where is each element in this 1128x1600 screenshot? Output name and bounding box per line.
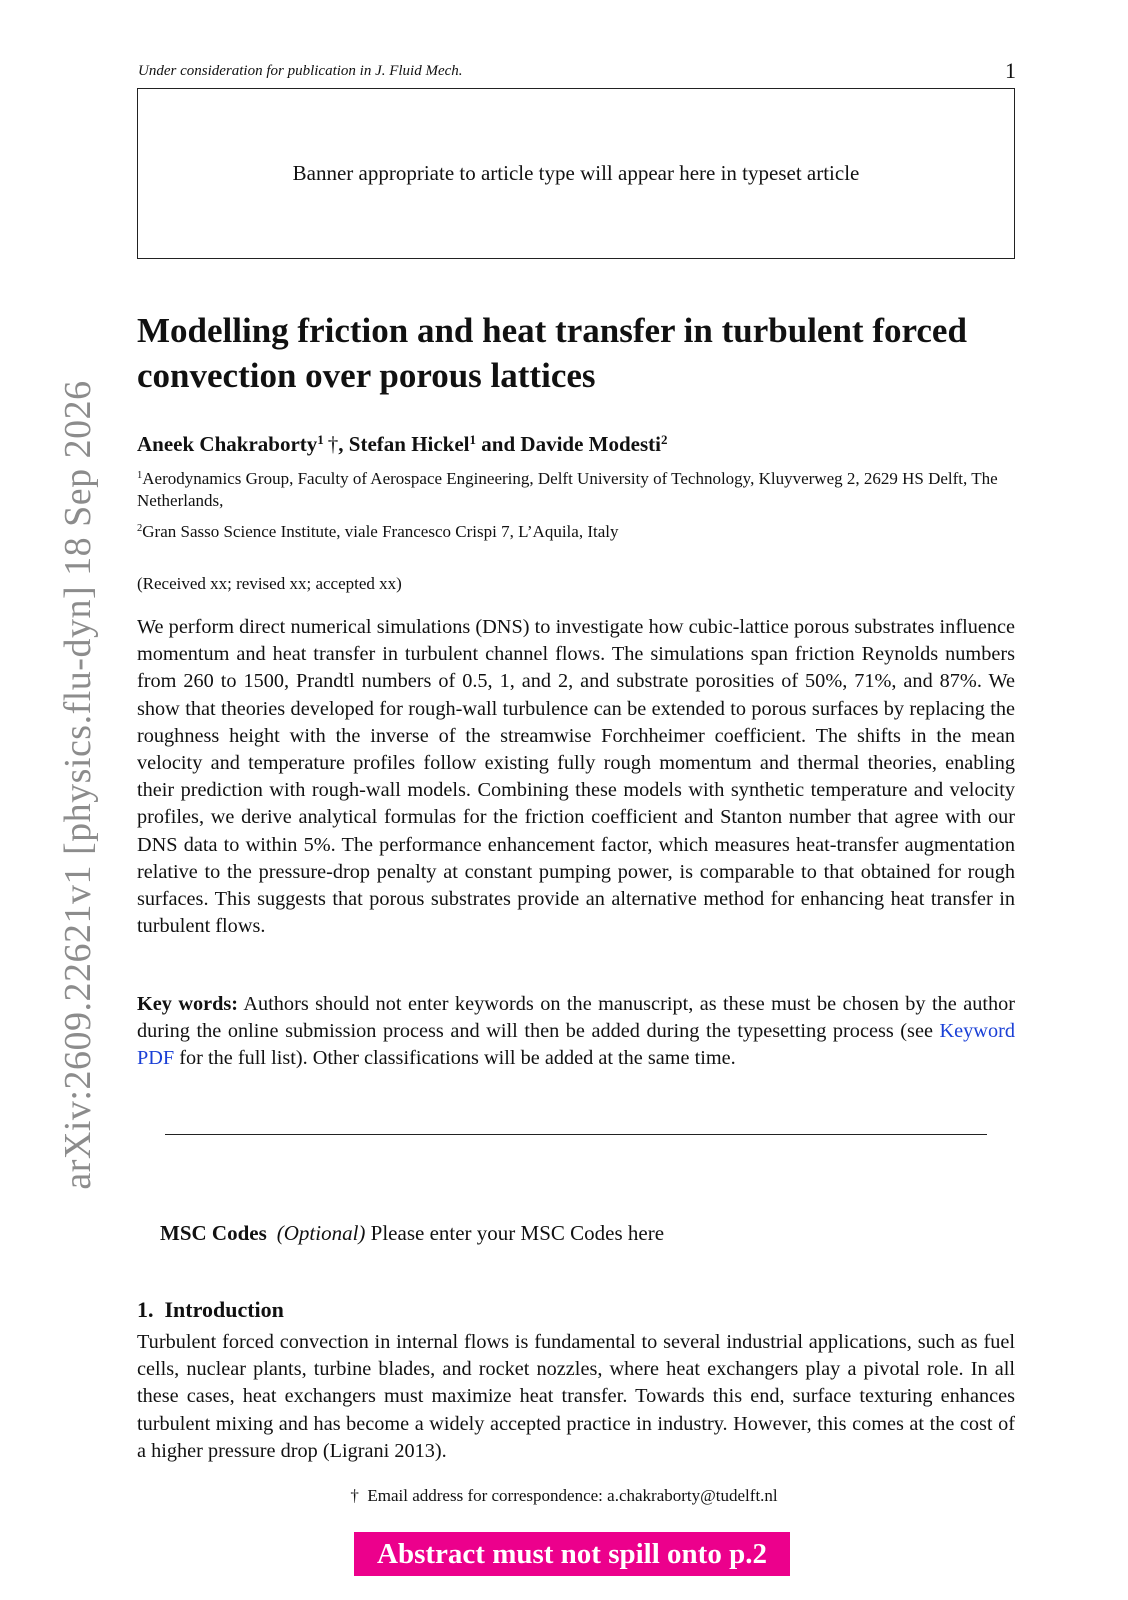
banner-text: Banner appropriate to article type will appear here in typeset article: [292, 161, 860, 185]
article-type-banner: [137, 88, 1015, 259]
author-name: Davide Modesti: [520, 432, 661, 456]
received-dates: (Received xx; revised xx; accepted xx): [137, 574, 402, 593]
affiliation-mark: 2: [137, 523, 143, 535]
keyword-pdf-link[interactable]: Keyword PDF: [137, 1020, 1015, 1070]
correspondence-mark: †: [327, 432, 339, 456]
footnote-mark: †: [350, 1486, 359, 1505]
author-name: Stefan Hickel: [348, 432, 470, 456]
section-heading: [137, 1297, 284, 1323]
author-separator: and: [476, 432, 521, 456]
keywords-label: Key words:: [137, 993, 239, 1015]
author-list: [137, 432, 668, 457]
arxiv-stamp: arXiv:2609.22621v1 [physics.flu-dyn] 18 Sep 2026: [57, 380, 99, 1190]
author-affiliation-mark: 1: [317, 431, 324, 447]
affiliation-1: [137, 468, 1017, 512]
msc-codes: [160, 1221, 664, 1246]
footnote-text: Email address for correspondence: a.chakraborty@tudelft.nl: [367, 1486, 778, 1505]
footnote: [0, 1486, 1128, 1506]
affiliation-mark: 1: [137, 470, 143, 482]
affiliation-2: [137, 521, 1017, 543]
page-number: 1: [1005, 58, 1016, 83]
author-affiliation-mark: 2: [660, 431, 668, 447]
paper-title: Modelling friction and heat transfer in turbulent forced convection over porous lattices: [137, 311, 967, 395]
msc-optional: (Optional): [276, 1221, 366, 1245]
author-name: Aneek Chakraborty: [137, 432, 318, 456]
section-number: 1.: [137, 1297, 154, 1322]
warning-banner: [354, 1532, 790, 1576]
affiliation-text: Gran Sasso Science Institute, viale Francesco Crispi 7, L’Aquila, Italy: [142, 522, 619, 541]
warning-text: Abstract must not spill onto p.2: [377, 1537, 767, 1570]
keywords-text: Authors should not enter keywords on the manuscript, as these must be chosen by the author during the online submission process and will then be added during the typesetting process (see: [137, 993, 1016, 1043]
keywords-paragraph: [137, 991, 1015, 1073]
msc-label: MSC Codes: [160, 1221, 267, 1245]
msc-text: Please enter your MSC Codes here: [365, 1221, 665, 1245]
abstract: We perform direct numerical simulations (DNS) to investigate how cubic-lattice porous substrates influence momentum and heat transfer in turbulent channel flows. The simulations span friction Reynolds numbers from 260 to 1500, Prandtl numbers of 0.5, 1, and 2, and substrate porosities of 50%, 71%, and 87%. We show that theories developed for rough-wall turbulence can be extended to porous surfaces by replacing the roughness height with the inverse of the streamwise Forchheimer coefficient. The shifts in the mean velocity and temperature profiles follow existing fully rough momentum and thermal theories, enabling their prediction with rough-wall models. Combining these models with synthetic temperature and velocity profiles, we derive analytical formulas for the friction coefficient and Stanton number that agree with our DNS data to within 5%. The performance enhancement factor, which measures heat-transfer augmentation relative to the pressure-drop penalty at constant pumping power, is comparable to that obtained for rough surfaces. This suggests that porous substrates provide an alternative method for enhancing heat transfer in turbulent flows.: [137, 616, 1015, 938]
journal-note: Under consideration for publication in J. Fluid Mech.: [138, 63, 463, 79]
intro-paragraph: Turbulent forced convection in internal flows is fundamental to several industrial applications, such as fuel cells, nuclear plants, turbine blades, and rocket nozzles, where heat exchangers play a pivotal role. In all these cases, heat exchangers must maximize heat transfer. Towards this end, surface texturing enhances turbulent mixing and has become a widely accepted practice in industry. However, this comes at the cost of a higher pressure drop (Ligrani 2013).: [137, 1331, 1015, 1462]
author-affiliation-mark: 1: [469, 431, 477, 447]
author-separator: ,: [338, 432, 349, 456]
divider: [165, 1134, 987, 1135]
affiliation-text: Aerodynamics Group, Faculty of Aerospace Engineering, Delft University of Technology, Kluyverweg 2, 2629 HS Delft, The Netherlands,: [137, 469, 998, 510]
keywords-text: for the full list). Other classifications will be added at the same time.: [174, 1047, 736, 1070]
section-title: Introduction: [164, 1297, 284, 1322]
